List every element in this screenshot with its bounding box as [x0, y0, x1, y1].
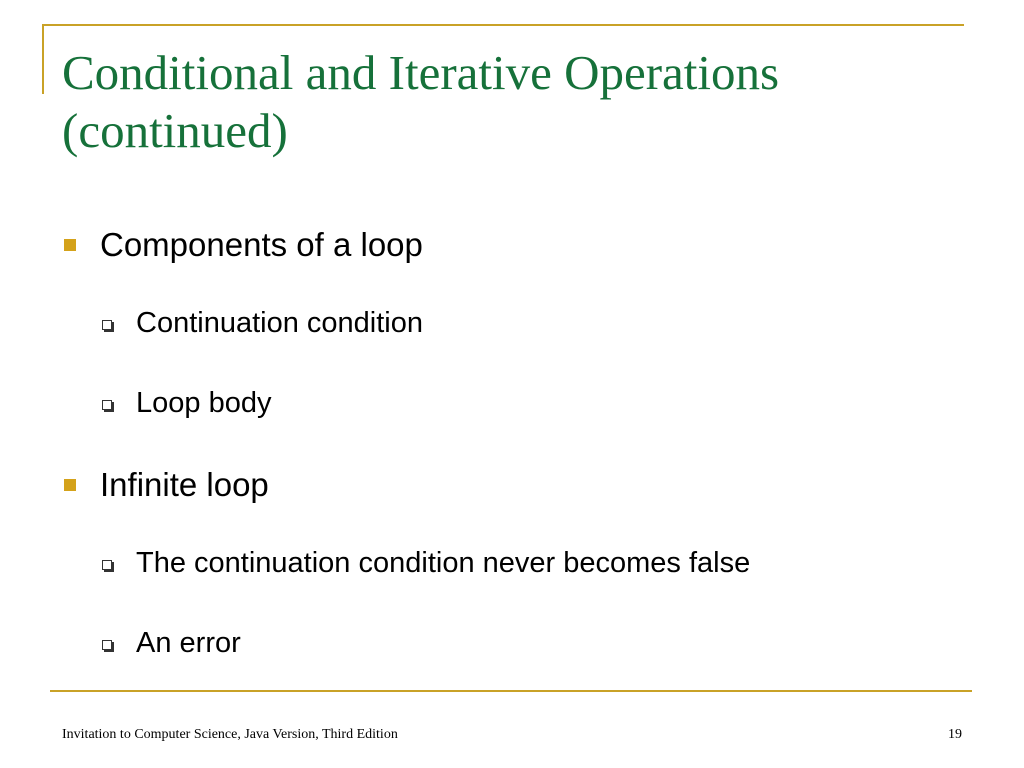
sub-bullet-text: An error	[136, 626, 241, 659]
hollow-square-bullet-icon	[102, 560, 112, 570]
hollow-square-bullet-icon	[102, 400, 112, 410]
filled-square-bullet-icon	[64, 479, 76, 491]
sub-bullet-text: The continuation condition never becomes false	[136, 546, 751, 579]
sub-bullet-item	[102, 542, 962, 584]
sub-bullet-text: Continuation condition	[136, 306, 423, 339]
frame-left-border	[42, 24, 44, 94]
slide-title	[62, 44, 962, 160]
bullet-list	[62, 222, 962, 664]
sub-bullet-text: Loop body	[136, 386, 272, 419]
bullet-item	[62, 462, 962, 508]
sub-bullet-item	[102, 382, 962, 424]
filled-square-bullet-icon	[64, 239, 76, 251]
page-number: 19	[948, 727, 962, 742]
frame-top-border	[42, 24, 964, 26]
hollow-square-bullet-icon	[102, 640, 112, 650]
sub-bullet-item	[102, 622, 962, 664]
hollow-square-bullet-icon	[102, 320, 112, 330]
slide-title-line2: (continued)	[62, 103, 288, 158]
footer-divider	[50, 690, 972, 692]
bullet-text: Components of a loop	[100, 226, 423, 263]
sub-bullet-item	[102, 302, 962, 344]
bullet-text: Infinite loop	[100, 466, 269, 503]
slide-title-line1: Conditional and Iterative Operations	[62, 45, 780, 100]
bullet-item	[62, 222, 962, 268]
footer-text: Invitation to Computer Science, Java Version, Third Edition	[62, 727, 398, 742]
